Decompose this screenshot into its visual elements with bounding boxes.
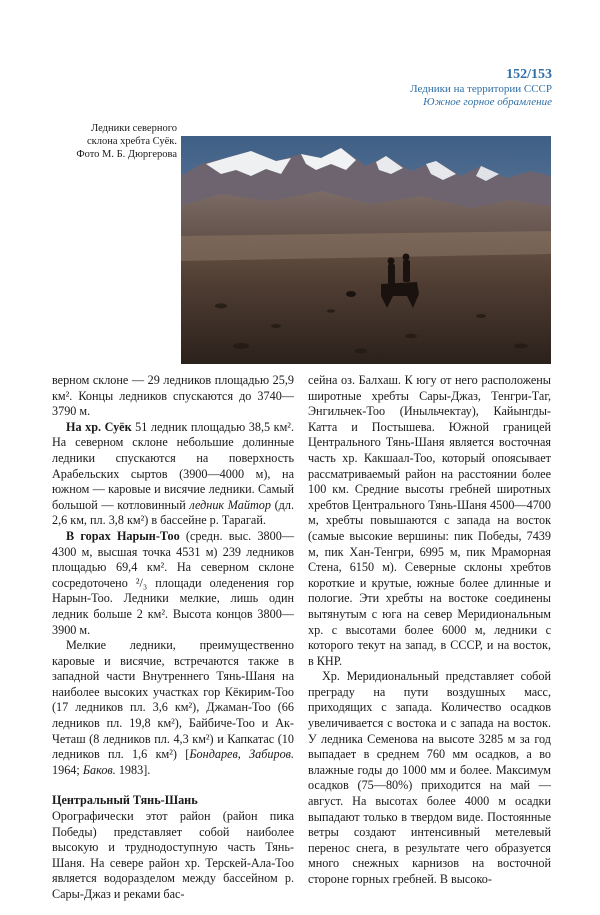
- photo-caption: [62, 122, 177, 161]
- page-numbers: 152/153: [506, 67, 552, 82]
- paragraph: верном склоне — 29 ледников площадью 25,9 км². Концы ледников спускаются до 3740—3790 м.: [52, 373, 294, 419]
- header-section-title: Ледники на территории СССР: [410, 83, 552, 95]
- paragraph: сейна оз. Балхаш. К югу от него расположены широтные хребты Сары-Джаз, Тенгри-Таг, Энгильчек-Тоо (Иныльчектау), Кайынгды-Катта и Постышева. Южной границей Центрального Тянь-Шаня является восточная часть хр. Какшаал-Тоо, который опоясывает рассматриваемый район на расстоянии более 100 км. Средние высоты гребней широтных хребтов Центрального Тянь-Шаня 4500—4700 м, хребты повышаются с запада на восток (самые высокие вершины: пик Победы, 7439 м, пик Хан-Тенгри, 6995 м, пик Мраморная Стена, 6150 м). Северные склоны хребтов короткие и крутые, южные более длинные и пологие. Эти хребты на востоке соединены вытянутым с юга на север Меридиональным хр. с высотами более 6000 м, ледники с которого текут на запад, в СССР, и на восток, в КНР.: [308, 373, 551, 668]
- range-name: В горах Нарын-Тоо: [66, 528, 180, 543]
- section-heading: Центральный Тянь-Шань: [52, 793, 198, 808]
- glacier-name: ледник Майтор: [189, 497, 271, 512]
- paragraph: В горах Нарын-Тоо (средн. выс. 3800—4300 м, высшая точка 4531 м) 239 ледников площадью 69,4 км². На северном склоне сосредоточено ²/₃ площади оледенения гор Нарын-Тоо. Ледники мелкие, лишь один ледник больше 2 км². Высота концов 3800—3900 м.: [52, 528, 295, 637]
- right-text-column: [308, 373, 551, 888]
- paragraph: На хр. Суёк 51 ледник площадью 38,5 км². На северном склоне небольшие долинные ледники спускаются на поверхность Арабельских сыртов (3900—4000 м), на южном — каровые и висячие ледники. Самый большой — котловинный ледник Майтор (дл. 2,6 км, пл. 3,8 км²) в бассейне р. Тарагай.: [52, 419, 295, 528]
- mountain-glacier-photo: [181, 136, 551, 364]
- paragraph: Мелкие ледники, преимущественно каровые и висячие, встречаются также в западной части Внутреннего Тянь-Шаня на наиболее высоких участках гор Кёкирим-Тоо (17 ледников пл. 3,6 км²), Джаман-Тоо (66 ледников пл. 19,8 км²), Байбиче-Тоо и Ак-Четаш (8 ледников пл. 4,3 км²) и Капкатас (10 ледников пл. 1,6 км²) [Бондарев, Забиров. 1964; Баков. 1983].: [52, 638, 294, 777]
- fraction: ²/₃: [135, 575, 148, 590]
- paragraph: Хр. Меридиональный представляет собой преграду на пути воздушных масс, приходящих с запада. Количество осадков увеличивается с востока и с запада на восток. У ледника Семенова на высоте 3285 м за год выпадает в среднем 760 мм осадков, а во влажные годы до 1000 мм и более. Максимум осадков (75—80%) приходится на май — август. На высотах более 4000 м осадки выпадают только в твердом виде. Постоянные ветры создают интенсивный метелевый перенос снега, в результате чего образуется много снежных карнизов на восточной стороне горных гребней. В высоко-: [308, 669, 551, 886]
- citation-author: Баков.: [82, 762, 116, 777]
- caption-line: склона хребта Суёк.: [86, 136, 177, 147]
- range-name: На хр. Суёк: [66, 419, 132, 434]
- caption-line: Ледники северного: [91, 123, 177, 134]
- header-subsection-title: Южное горное обрамление: [423, 96, 552, 108]
- caption-line: Фото М. Б. Дюргерова: [76, 149, 177, 160]
- photo-illustration: [181, 136, 551, 364]
- paragraph: Орографически этот район (район пика Победы) представляет собой наиболее высокую и труднодоступную часть Тянь-Шаня. На севере район хр. Терскей-Ала-Тоо является водоразделом между бассейном р. Сары-Джаз и реками бас-: [52, 809, 294, 901]
- left-text-column: [52, 373, 294, 903]
- running-header: [410, 67, 552, 109]
- citation-author: Бондарев, Забиров.: [189, 747, 294, 762]
